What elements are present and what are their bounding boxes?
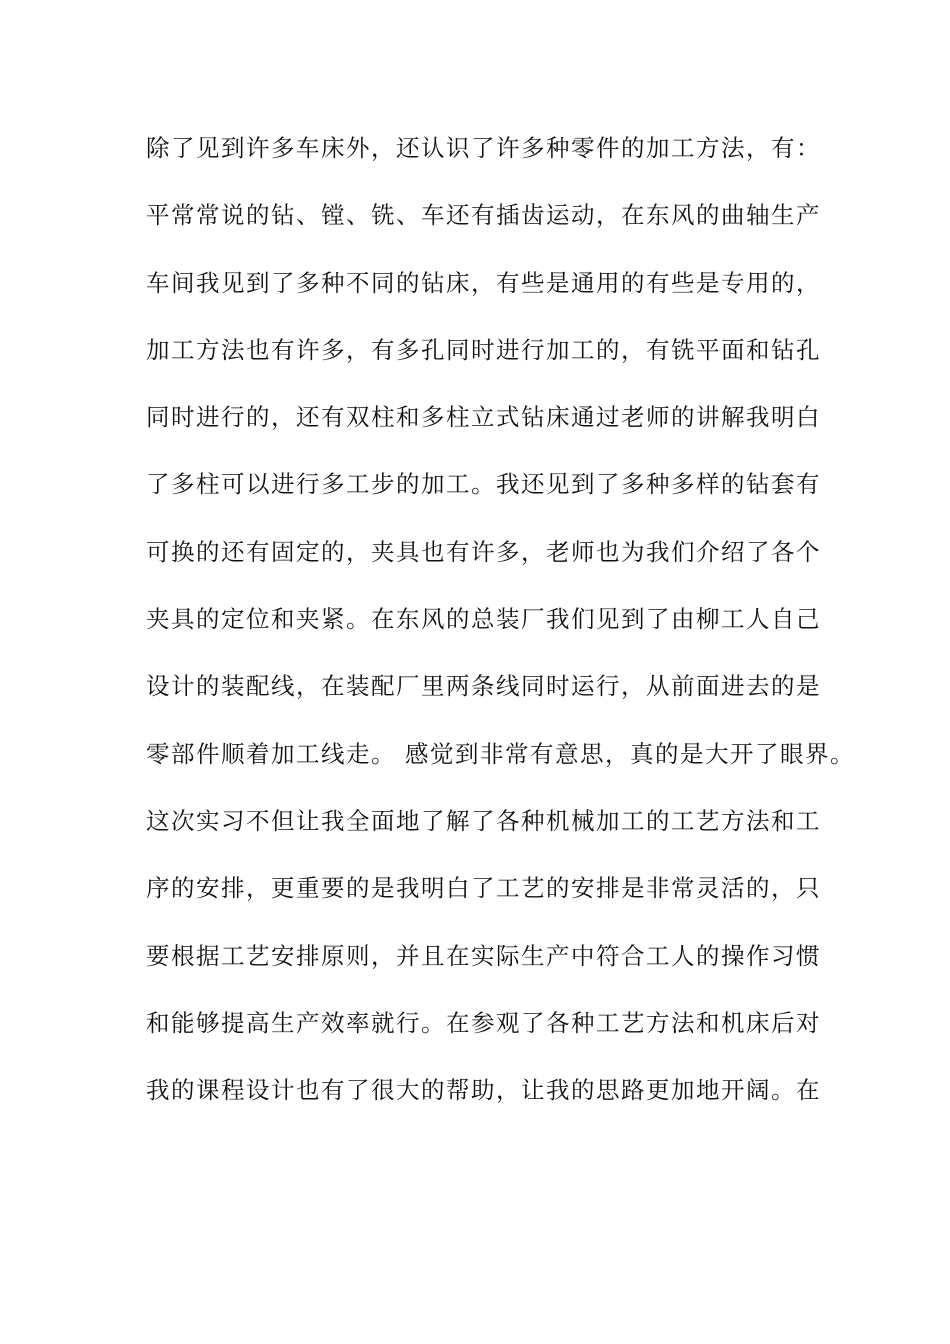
text-line: 可换的还有固定的，夹具也有许多，老师也为我们介绍了各个 [146, 537, 821, 566]
text-line: 同时进行的，还有双柱和多柱立式钻床通过老师的讲解我明白 [146, 403, 821, 432]
text-line: 要根据工艺安排原则，并且在实际生产中符合工人的操作习惯 [146, 941, 821, 970]
text-line: 车间我见到了多种不同的钻床，有些是通用的有些是专用的， [146, 268, 821, 297]
text-line: 零部件顺着加工线走。 感觉到非常有意思，真的是大开了眼界。 [146, 739, 855, 768]
text-line: 我的课程设计也有了很大的帮助，让我的思路更加地开阔。在 [146, 1076, 821, 1105]
text-line: 了多柱可以进行多工步的加工。我还见到了多种多样的钻套有 [146, 470, 821, 499]
text-line: 夹具的定位和夹紧。在东风的总装厂我们见到了由柳工人自己 [146, 605, 821, 634]
text-line: 这次实习不但让我全面地了解了各种机械加工的工艺方法和工 [146, 806, 821, 835]
text-line: 平常常说的钻、镗、铣、车还有插齿运动，在东风的曲轴生产 [146, 201, 821, 230]
text-line: 加工方法也有许多，有多孔同时进行加工的，有铣平面和钻孔 [146, 335, 821, 364]
text-line: 除了见到许多车床外，还认识了许多种零件的加工方法，有： [146, 134, 821, 162]
text-line: 和能够提高生产效率就行。在参观了各种工艺方法和机床后对 [146, 1008, 821, 1037]
text-line: 序的安排，更重要的是我明白了工艺的安排是非常灵活的，只 [146, 874, 821, 903]
text-line: 设计的装配线，在装配厂里两条线同时运行，从前面进去的是 [146, 672, 821, 701]
body-text [146, 130, 855, 1139]
